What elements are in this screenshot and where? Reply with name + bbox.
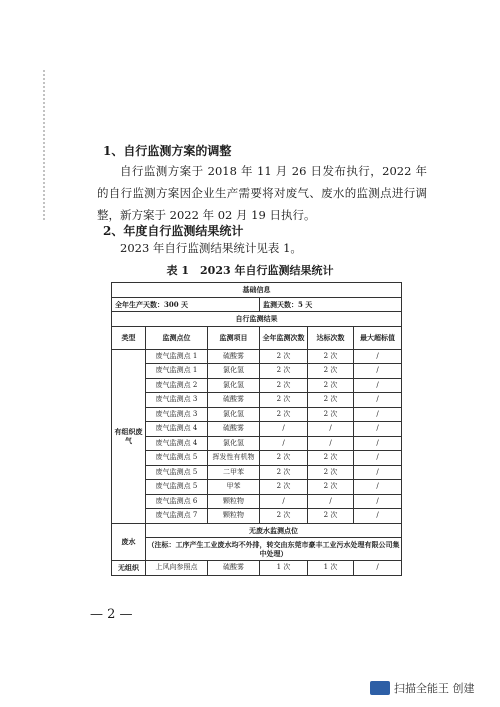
table-cell: / <box>260 436 308 451</box>
table-cell: 废气监测点 1 <box>146 349 208 364</box>
monitoring-results-table <box>111 282 402 576</box>
table-row <box>112 523 402 538</box>
table-cell: 废气监测点 1 <box>146 364 208 379</box>
table-row <box>112 494 402 509</box>
table-cell: 挥发性有机物 <box>208 451 260 466</box>
scanner-watermark <box>370 680 475 696</box>
table-cell: 2 次 <box>308 407 354 422</box>
section-heading-2: 2、年度自行监测结果统计 <box>103 224 244 238</box>
table-cell: 2 次 <box>308 465 354 480</box>
type-cell: 无组织 <box>112 561 146 576</box>
table-cell: 废气监测点 5 <box>146 480 208 495</box>
table-cell: / <box>354 561 402 576</box>
table-cell: 2 次 <box>260 509 308 524</box>
table-row <box>112 436 402 451</box>
table-cell: 废气监测点 2 <box>146 378 208 393</box>
table-cell: 硫酸雾 <box>208 422 260 437</box>
water-note: （注标：工序产生工业废水均不外排，转交由东莞市豪丰工业污水处理有限公司集中处理） <box>146 538 402 561</box>
table-cell: / <box>308 422 354 437</box>
table-cell: 2 次 <box>260 364 308 379</box>
table-cell: 氯化氢 <box>208 407 260 422</box>
col-header: 类型 <box>112 326 146 349</box>
table-cell: 甲苯 <box>208 480 260 495</box>
table-cell: / <box>354 480 402 495</box>
table-cell: 废气监测点 5 <box>146 465 208 480</box>
watermark-text: 扫描全能王 创建 <box>394 682 475 695</box>
table-cell: 2 次 <box>260 407 308 422</box>
table-cell: 2 次 <box>308 349 354 364</box>
table-cell: / <box>354 465 402 480</box>
table-row <box>112 364 402 379</box>
production-days: 全年生产天数：300 天 <box>112 297 260 312</box>
table-cell: 2 次 <box>308 393 354 408</box>
table-cell: 2 次 <box>308 364 354 379</box>
basic-info-header: 基础信息 <box>112 283 402 298</box>
table-cell: 废气监测点 3 <box>146 407 208 422</box>
col-header: 监测点位 <box>146 326 208 349</box>
table-cell: 2 次 <box>260 378 308 393</box>
table-cell: 2 次 <box>260 480 308 495</box>
table-cell: 2 次 <box>308 451 354 466</box>
table-row <box>112 407 402 422</box>
table-caption: 表 1 2023 年自行监测结果统计 <box>166 264 334 277</box>
table-cell: 1 次 <box>308 561 354 576</box>
table-cell: 氯化氢 <box>208 364 260 379</box>
section-heading-1: 1、自行监测方案的调整 <box>103 144 232 158</box>
table-cell: 氯化氢 <box>208 436 260 451</box>
table-cell: / <box>354 393 402 408</box>
col-header: 最大超标值 <box>354 326 402 349</box>
table-cell: / <box>354 509 402 524</box>
table-row <box>112 509 402 524</box>
table-cell: 2 次 <box>260 465 308 480</box>
table-cell: 废气监测点 5 <box>146 451 208 466</box>
table-cell: / <box>354 378 402 393</box>
table-cell: 颗粒物 <box>208 494 260 509</box>
table-cell: / <box>354 407 402 422</box>
table-cell: 1 次 <box>260 561 308 576</box>
binding-holes <box>43 70 51 220</box>
paragraph-2: 2023 年自行监测结果统计见表 1。 <box>120 241 302 255</box>
table-row <box>112 422 402 437</box>
table-cell: 颗粒物 <box>208 509 260 524</box>
table-cell: 废气监测点 6 <box>146 494 208 509</box>
table-cell: 2 次 <box>260 349 308 364</box>
table-row <box>112 465 402 480</box>
table-cell: / <box>354 436 402 451</box>
table-cell: / <box>354 422 402 437</box>
table-cell: 2 次 <box>260 393 308 408</box>
table-cell: 2 次 <box>260 451 308 466</box>
table-cell: 二甲苯 <box>208 465 260 480</box>
table-cell: / <box>354 494 402 509</box>
table-cell: 2 次 <box>308 378 354 393</box>
type-cell: 废水 <box>112 523 146 561</box>
table-cell: / <box>260 494 308 509</box>
water-note: 无废水监测点位 <box>146 523 402 538</box>
table-cell: 废气监测点 7 <box>146 509 208 524</box>
table-cell: 废气监测点 4 <box>146 422 208 437</box>
table-row <box>112 480 402 495</box>
col-header: 监测项目 <box>208 326 260 349</box>
col-header: 全年监测次数 <box>260 326 308 349</box>
table-cell: / <box>260 422 308 437</box>
table-row <box>112 378 402 393</box>
table-cell: 2 次 <box>308 480 354 495</box>
table-cell: 废气监测点 3 <box>146 393 208 408</box>
table-cell: / <box>354 349 402 364</box>
table-row <box>112 451 402 466</box>
column-header-row <box>112 326 402 349</box>
table-row <box>112 561 402 576</box>
paragraph-1: 自行监测方案于 2018 年 11 月 26 日发布执行，2022 年的自行监测方案因企业生产需要将对废气、废水的监测点进行调整，新方案于 2022 年 02 月 19 日执行。 <box>97 164 427 222</box>
table-cell: / <box>308 436 354 451</box>
table-row <box>112 538 402 561</box>
table-cell: 硫酸雾 <box>208 393 260 408</box>
table-cell: 废气监测点 4 <box>146 436 208 451</box>
results-header: 自行监测结果 <box>112 312 402 327</box>
table-row <box>112 393 402 408</box>
monitoring-days: 监测天数：5 天 <box>260 297 402 312</box>
table-cell: / <box>308 494 354 509</box>
table-cell: / <box>354 364 402 379</box>
col-header: 达标次数 <box>308 326 354 349</box>
table-cell: 氯化氢 <box>208 378 260 393</box>
table-cell: 硫酸雾 <box>208 349 260 364</box>
table-cell: 硫酸雾 <box>208 561 260 576</box>
table-row <box>112 349 402 364</box>
table-cell: 上风向参照点 <box>146 561 208 576</box>
page-number: — 2 — <box>90 607 133 622</box>
type-cell: 有组织废气 <box>112 349 146 523</box>
table-cell: / <box>354 451 402 466</box>
table-cell: 2 次 <box>308 509 354 524</box>
scanner-logo-icon <box>370 681 390 695</box>
